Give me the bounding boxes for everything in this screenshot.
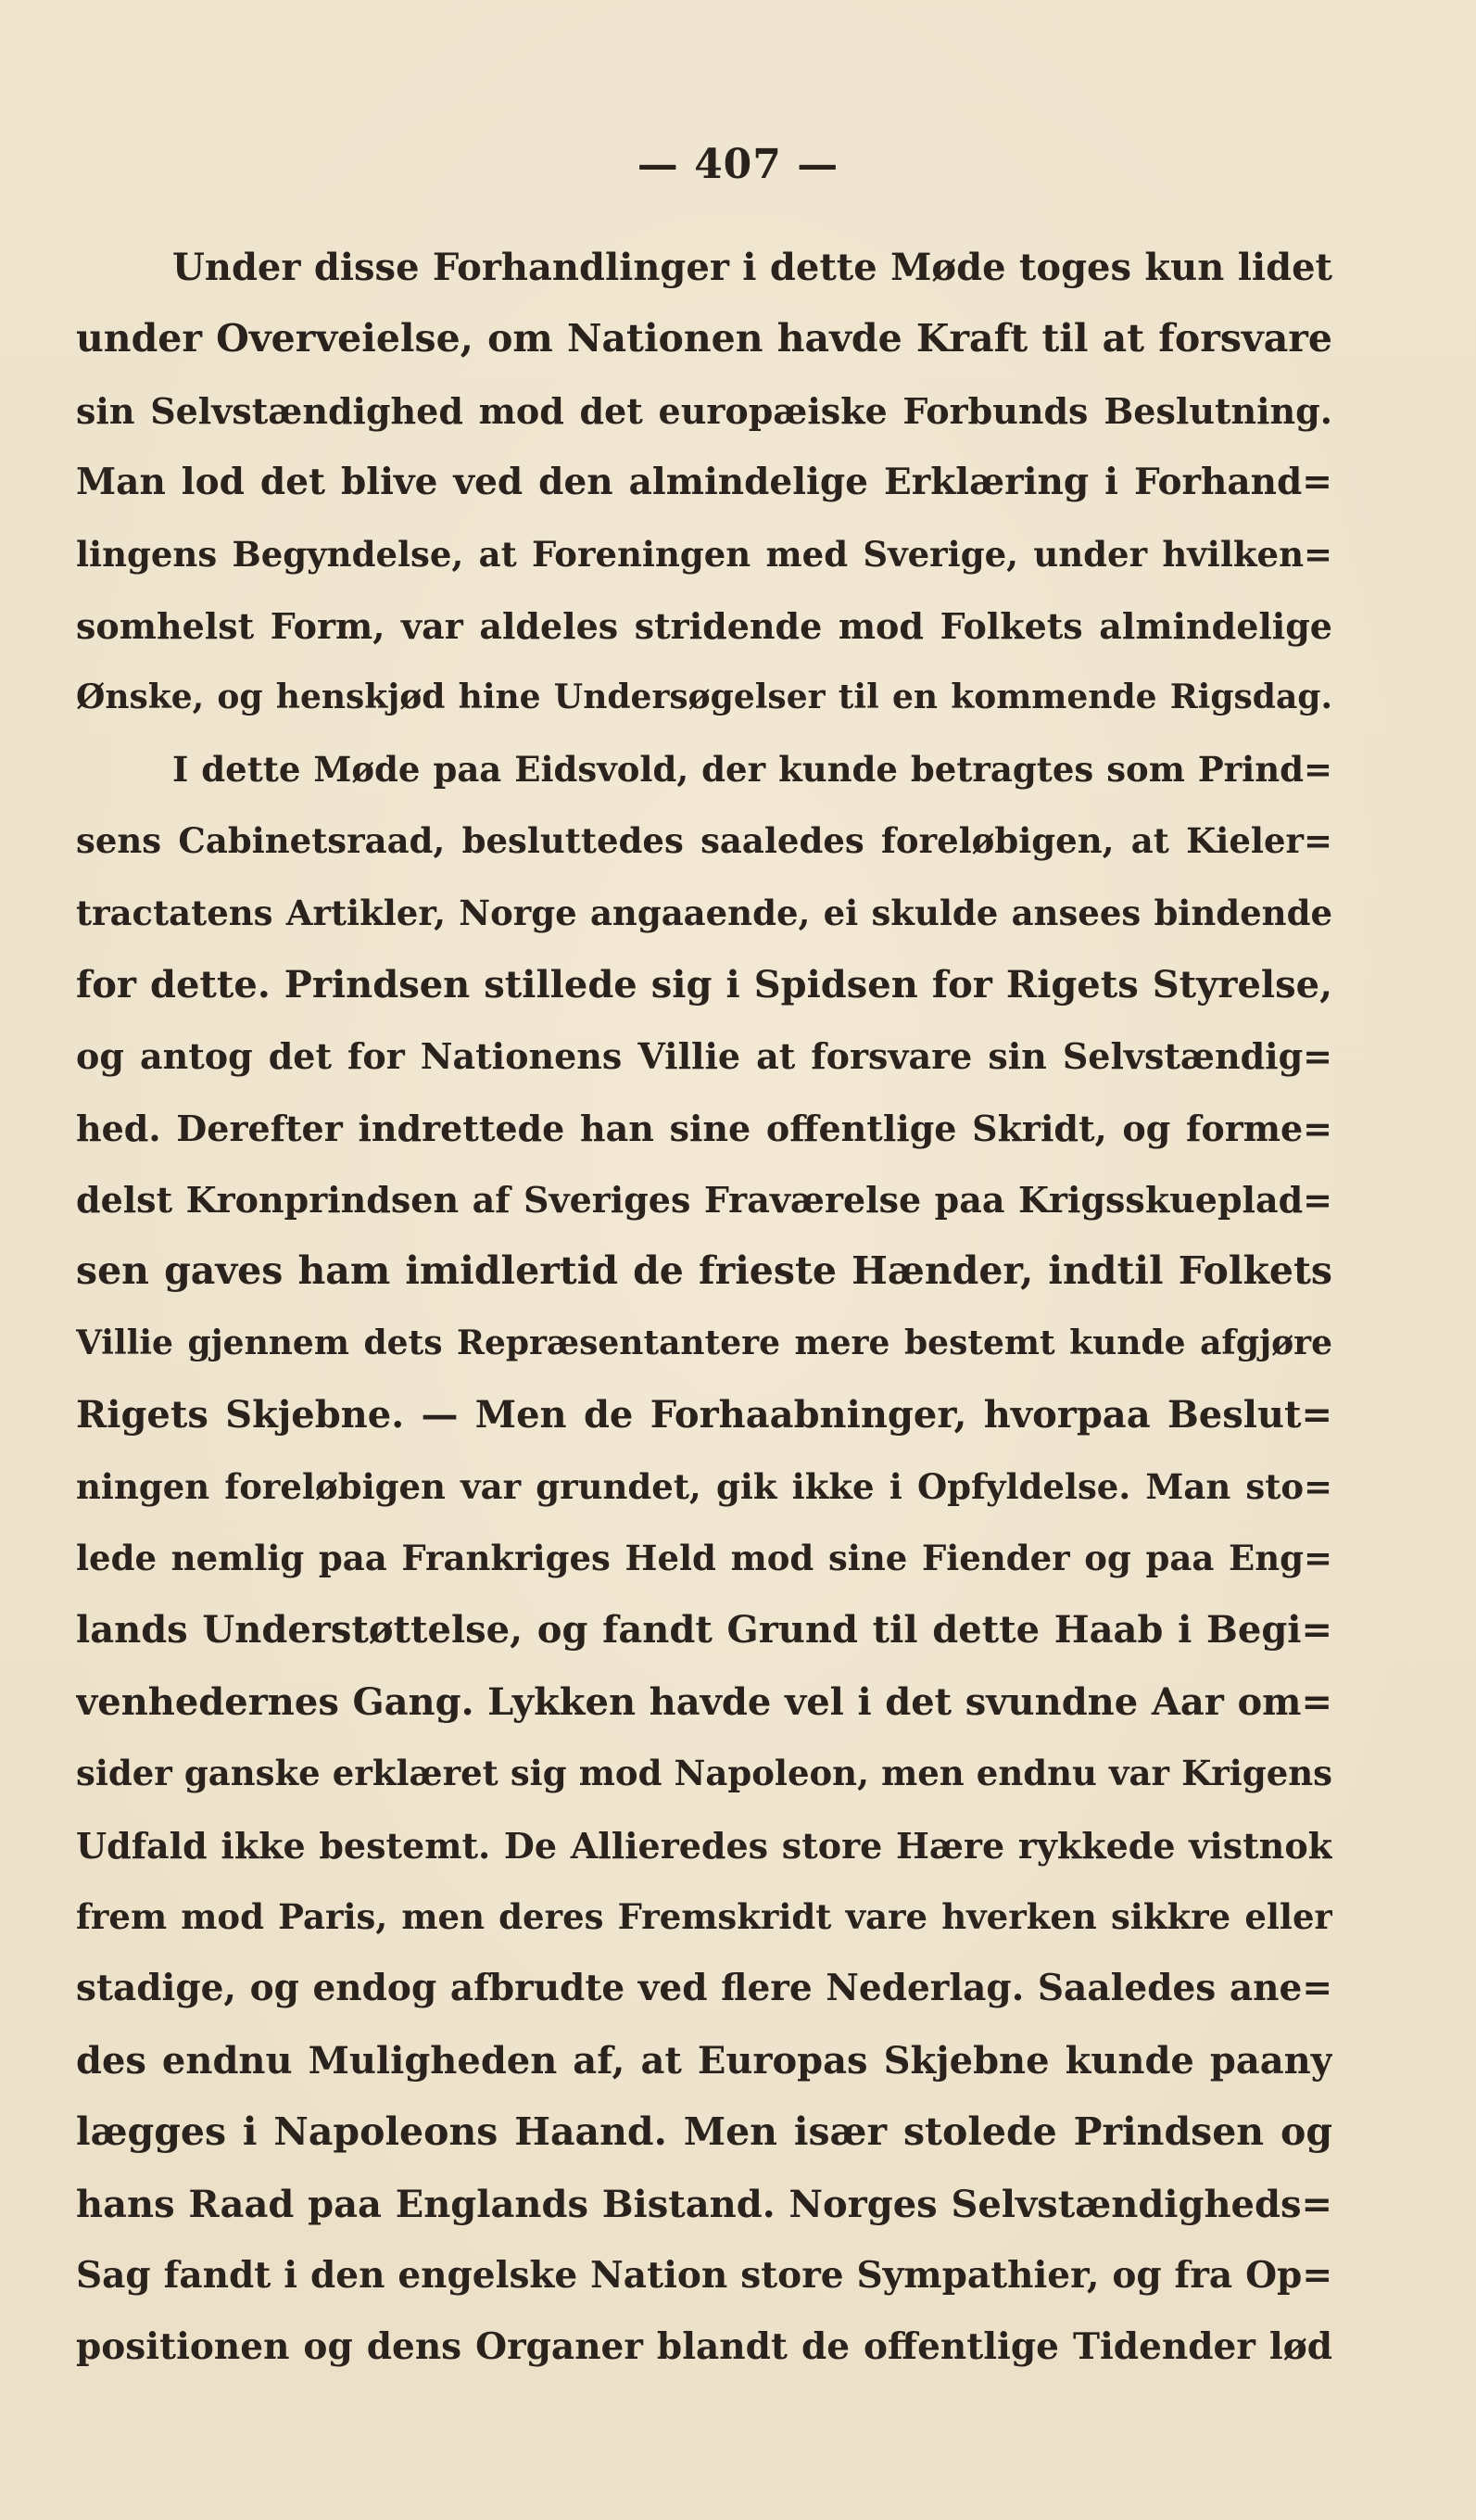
- text-line: Udfald ikke bestemt. De Allieredes store Hære rykkede vistnok: [76, 1824, 1332, 1867]
- text-line: lægges i Napoleons Haand. Men især stolede Prindsen og: [76, 2109, 1332, 2155]
- text-line: hans Raad paa Englands Bistand. Norges Selvstændigheds=: [76, 2182, 1332, 2226]
- text-line: tractatens Artikler, Norge angaaende, ei skulde ansees bindende: [76, 892, 1332, 933]
- text-line: hed. Derefter indrettede han sine offentlige Skridt, og forme=: [76, 1107, 1332, 1149]
- text-line: des endnu Muligheden af, at Europas Skjebne kunde paany: [76, 2038, 1332, 2083]
- text-line: Under disse Forhandlinger i dette Møde toges kun lidet: [172, 246, 1332, 289]
- text-line: frem mod Paris, men deres Fremskridt vare hverken sikkre eller: [76, 1895, 1332, 1937]
- text-line: ningen foreløbigen var grundet, gik ikke i Opfyldelse. Man sto=: [76, 1465, 1332, 1507]
- text-line: sider ganske erklæret sig mod Napoleon, men endnu var Krigens: [76, 1753, 1332, 1794]
- text-line: sin Selvstændighed mod det europæiske Forbunds Beslutning.: [76, 389, 1332, 432]
- text-line: venhedernes Gang. Lykken havde vel i det svundne Aar om=: [76, 1679, 1332, 1724]
- text-line: Man lod det blive ved den almindelige Erklæring i Forhand=: [76, 461, 1332, 504]
- text-line: for dette. Prindsen stillede sig i Spidsen for Rigets Styrelse,: [76, 962, 1332, 1007]
- text-line: Sag fandt i den engelske Nation store Sympathier, og fra Op=: [76, 2253, 1332, 2297]
- text-line: I dette Møde paa Eidsvold, der kunde betragtes som Prind=: [172, 748, 1332, 790]
- text-line: Villie gjennem dets Repræsentantere mere bestemt kunde afgjøre: [76, 1323, 1332, 1362]
- text-line: og antog det for Nationens Villie at forsvare sin Selvstændig=: [76, 1035, 1332, 1078]
- text-line: stadige, og endog afbrudte ved flere Nederlag. Saaledes ane=: [76, 1967, 1332, 2010]
- text-line: somhelst Form, var aldeles stridende mod Folkets almindelige: [76, 604, 1332, 647]
- page-number: — 407 —: [637, 141, 839, 188]
- text-line: positionen og dens Organer blandt de offentlige Tidender lød: [76, 2325, 1332, 2369]
- text-line: lede nemlig paa Frankriges Held mod sine Fiender og paa Eng=: [76, 1538, 1332, 1579]
- text-line: sen gaves ham imidlertid de frieste Hænder, indtil Folkets: [76, 1248, 1332, 1294]
- body-text: [76, 232, 1332, 2384]
- text-line: Rigets Skjebne. — Men de Forhaabninger, hvorpaa Beslut=: [76, 1393, 1332, 1437]
- text-line: under Overveielse, om Nationen havde Kraft til at forsvare: [76, 316, 1332, 361]
- text-line: Ønske, og henskjød hine Undersøgelser til en kommende Rigsdag.: [76, 677, 1332, 717]
- text-line: lingens Begyndelse, at Foreningen med Sverige, under hvilken=: [76, 533, 1332, 575]
- text-line: delst Kronprindsen af Sveriges Fraværelse paa Krigsskueplad=: [76, 1179, 1332, 1222]
- text-line: sens Cabinetsraad, besluttedes saaledes foreløbigen, at Kieler=: [76, 820, 1332, 862]
- text-line: lands Understøttelse, og fandt Grund til dette Haab i Begi=: [76, 1608, 1332, 1653]
